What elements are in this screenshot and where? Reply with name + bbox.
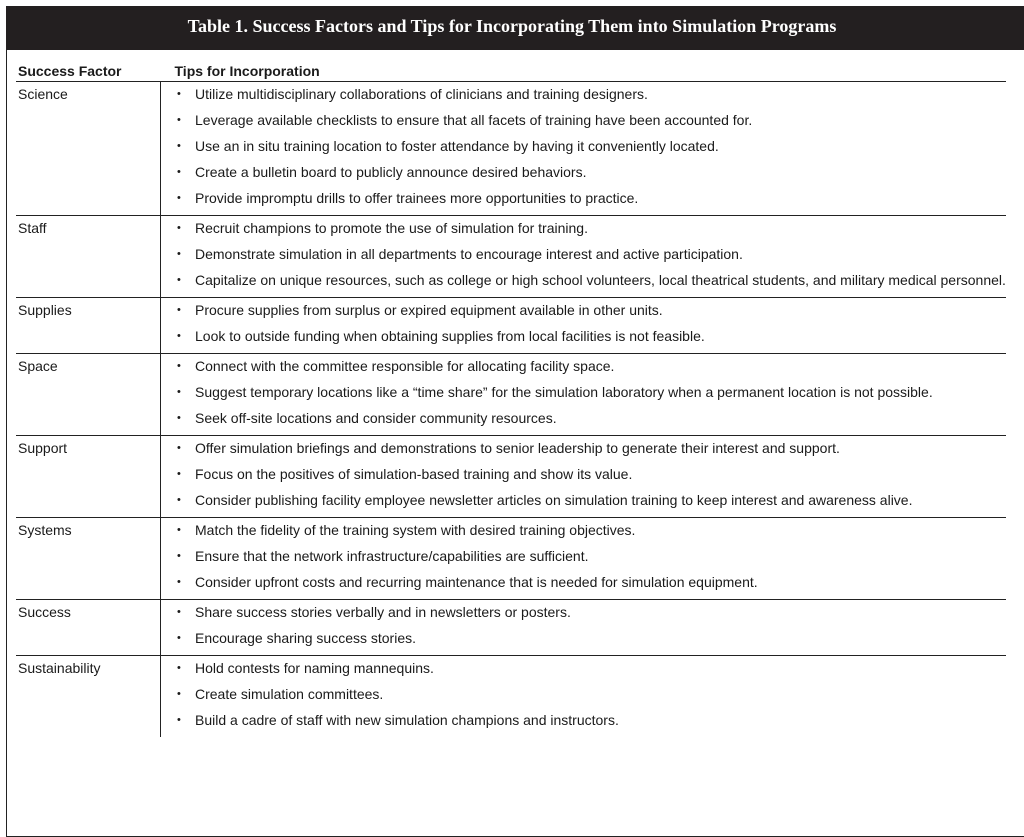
list-item [175, 327, 1006, 346]
tip-text: Seek off-site locations and consider community resources. [195, 410, 557, 426]
bullet-icon: • [177, 688, 181, 700]
bullet-icon: • [177, 412, 181, 424]
bullet-icon: • [177, 166, 181, 178]
list-item [175, 711, 1006, 730]
bullet-icon: • [177, 606, 181, 618]
list-item [175, 603, 1006, 622]
success-factor-cell: Success [16, 600, 161, 656]
bullet-icon: • [177, 386, 181, 398]
tips-list [175, 439, 1006, 510]
tip-text: Recruit champions to promote the use of simulation for training. [195, 220, 588, 236]
tips-cell [161, 518, 1007, 600]
tips-cell [161, 656, 1007, 738]
list-item [175, 301, 1006, 320]
tip-text: Encourage sharing success stories. [195, 630, 416, 646]
tips-cell [161, 354, 1007, 436]
tip-text: Offer simulation briefings and demonstrations to senior leadership to generate their interest and support. [195, 440, 840, 456]
table-header-row [16, 60, 1006, 82]
success-factor-cell: Science [16, 82, 161, 216]
table-row [16, 298, 1006, 354]
success-factor-cell: Staff [16, 216, 161, 298]
header-tips: Tips for Incorporation [161, 60, 1007, 82]
tips-list [175, 603, 1006, 648]
success-factor-cell: Sustainability [16, 656, 161, 738]
tips-cell [161, 82, 1007, 216]
tip-text: Consider publishing facility employee newsletter articles on simulation training to keep interest and awareness alive. [195, 492, 913, 508]
table-title-bar [6, 6, 1024, 50]
bullet-icon: • [177, 114, 181, 126]
table-title: Table 1. Success Factors and Tips for Incorporating Them into Simulation Programs [187, 15, 837, 36]
tip-text: Use an in situ training location to foster attendance by having it conveniently located. [195, 138, 719, 154]
tips-list [175, 659, 1006, 730]
tips-list [175, 357, 1006, 428]
tip-text: Suggest temporary locations like a “time share” for the simulation laboratory when a permanent location is not possible. [195, 384, 933, 400]
table-row [16, 600, 1006, 656]
tip-text: Focus on the positives of simulation-based training and show its value. [195, 466, 633, 482]
list-item [175, 573, 1006, 592]
list-item [175, 357, 1006, 376]
tips-list [175, 219, 1006, 290]
tips-list [175, 301, 1006, 346]
bullet-icon: • [177, 274, 181, 286]
list-item [175, 245, 1006, 264]
table-body [16, 82, 1006, 738]
bullet-icon: • [177, 468, 181, 480]
tip-text: Share success stories verbally and in newsletters or posters. [195, 604, 571, 620]
tip-text: Procure supplies from surplus or expired equipment available in other units. [195, 302, 663, 318]
list-item [175, 189, 1006, 208]
bullet-icon: • [177, 494, 181, 506]
success-factor-cell: Space [16, 354, 161, 436]
list-item [175, 137, 1006, 156]
bullet-icon: • [177, 576, 181, 588]
list-item [175, 521, 1006, 540]
success-factor-cell: Supplies [16, 298, 161, 354]
bullet-icon: • [177, 88, 181, 100]
list-item [175, 111, 1006, 130]
list-item [175, 547, 1006, 566]
list-item [175, 219, 1006, 238]
tip-text: Provide impromptu drills to offer trainees more opportunities to practice. [195, 190, 639, 206]
bullet-icon: • [177, 550, 181, 562]
tip-text: Ensure that the network infrastructure/capabilities are sufficient. [195, 548, 589, 564]
list-item [175, 439, 1006, 458]
tips-cell [161, 600, 1007, 656]
bullet-icon: • [177, 632, 181, 644]
tip-text: Leverage available checklists to ensure that all facets of training have been accounted for. [195, 112, 753, 128]
list-item [175, 163, 1006, 182]
list-item [175, 629, 1006, 648]
tips-cell [161, 298, 1007, 354]
tip-text: Capitalize on unique resources, such as college or high school volunteers, local theatrical students, and military medical personnel. [195, 272, 1006, 288]
bullet-icon: • [177, 304, 181, 316]
bullet-icon: • [177, 662, 181, 674]
list-item [175, 409, 1006, 428]
tips-cell [161, 436, 1007, 518]
success-factor-cell: Systems [16, 518, 161, 600]
header-success-factor: Success Factor [16, 60, 161, 82]
tip-text: Connect with the committee responsible for allocating facility space. [195, 358, 615, 374]
bullet-icon: • [177, 222, 181, 234]
list-item [175, 659, 1006, 678]
tip-text: Create a bulletin board to publicly announce desired behaviors. [195, 164, 587, 180]
bullet-icon: • [177, 360, 181, 372]
tip-text: Look to outside funding when obtaining supplies from local facilities is not feasible. [195, 328, 705, 344]
table-row [16, 216, 1006, 298]
tip-text: Utilize multidisciplinary collaborations of clinicians and training designers. [195, 86, 648, 102]
table-row [16, 436, 1006, 518]
bullet-icon: • [177, 442, 181, 454]
list-item [175, 465, 1006, 484]
bullet-icon: • [177, 248, 181, 260]
table-row [16, 518, 1006, 600]
tips-list [175, 85, 1006, 208]
list-item [175, 383, 1006, 402]
success-factor-cell: Support [16, 436, 161, 518]
tip-text: Build a cadre of staff with new simulation champions and instructors. [195, 712, 619, 728]
bullet-icon: • [177, 330, 181, 342]
tip-text: Demonstrate simulation in all departments to encourage interest and active participation. [195, 246, 743, 262]
list-item [175, 271, 1006, 290]
bullet-icon: • [177, 140, 181, 152]
bullet-icon: • [177, 714, 181, 726]
tip-text: Create simulation committees. [195, 686, 384, 702]
list-item [175, 685, 1006, 704]
bullet-icon: • [177, 524, 181, 536]
success-factors-table [16, 60, 1006, 737]
list-item [175, 85, 1006, 104]
table-row [16, 82, 1006, 216]
table-row [16, 354, 1006, 436]
list-item [175, 491, 1006, 510]
tips-list [175, 521, 1006, 592]
bullet-icon: • [177, 192, 181, 204]
tips-cell [161, 216, 1007, 298]
tip-text: Match the fidelity of the training system with desired training objectives. [195, 522, 636, 538]
table-row [16, 656, 1006, 738]
tip-text: Hold contests for naming mannequins. [195, 660, 434, 676]
tip-text: Consider upfront costs and recurring maintenance that is needed for simulation equipment. [195, 574, 758, 590]
